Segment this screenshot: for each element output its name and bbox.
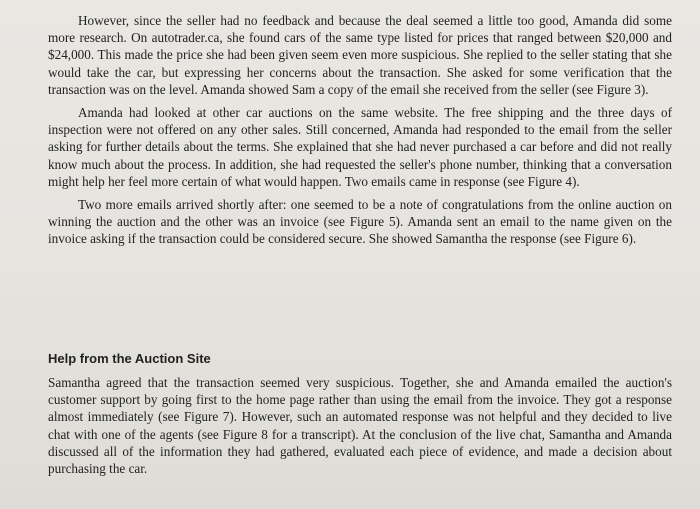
document-body [48,12,672,248]
paragraph-other-auctions: Amanda had looked at other car auctions on the same website. The free shipping and the three days of inspection were not offered on any other sales. Still concerned, Amanda had responded to the email from the seller asking for further details about the terms. She explained that she had never purchased a car before and did not really know much about the process. In addition, she had requested the seller's phone number, thinking that a conversation might help her feel more certain of what would happen. Two emails came in response (see Figure 4). [48,105,672,189]
section-heading: Help from the Auction Site [48,351,211,366]
paragraph-more-emails: Two more emails arrived shortly after: one seemed to be a note of congratulations from the online auction on winning the auction and the other was an invoice (see Figure 5). Amanda sent an email to the name given on the invoice asking if the transaction could be considered secure. She showed Samantha the response (see Figure 6). [48,197,672,247]
paragraph-seller-research: However, since the seller had no feedback and because the deal seemed a little too good, Amanda did some more research. On autotrader.ca, she found cars of the same type listed for prices that ranged between $20,000 and $24,000. This made the price she had been given seem even more suspicious. She replied to the seller stating that she would take the car, but expressing her concerns about the transaction. She asked for some verification that the transaction was on the level. Amanda showed Sam a copy of the email she received from the seller (see Figure 3). [48,13,672,97]
paragraph-auction-site-help: Samantha agreed that the transaction seemed very suspicious. Together, she and Amanda emailed the auction's customer support by going first to the home page rather than using the email from the invoice. They got a response almost immediately (see Figure 7). However, such an automated response was not helpful and they decided to live chat with one of the agents (see Figure 8 for a transcript). At the conclusion of the live chat, Samantha and Amanda discussed all of the information they had gathered, evaluated each piece of evidence, and made a decision about purchasing the car. [48,375,672,477]
